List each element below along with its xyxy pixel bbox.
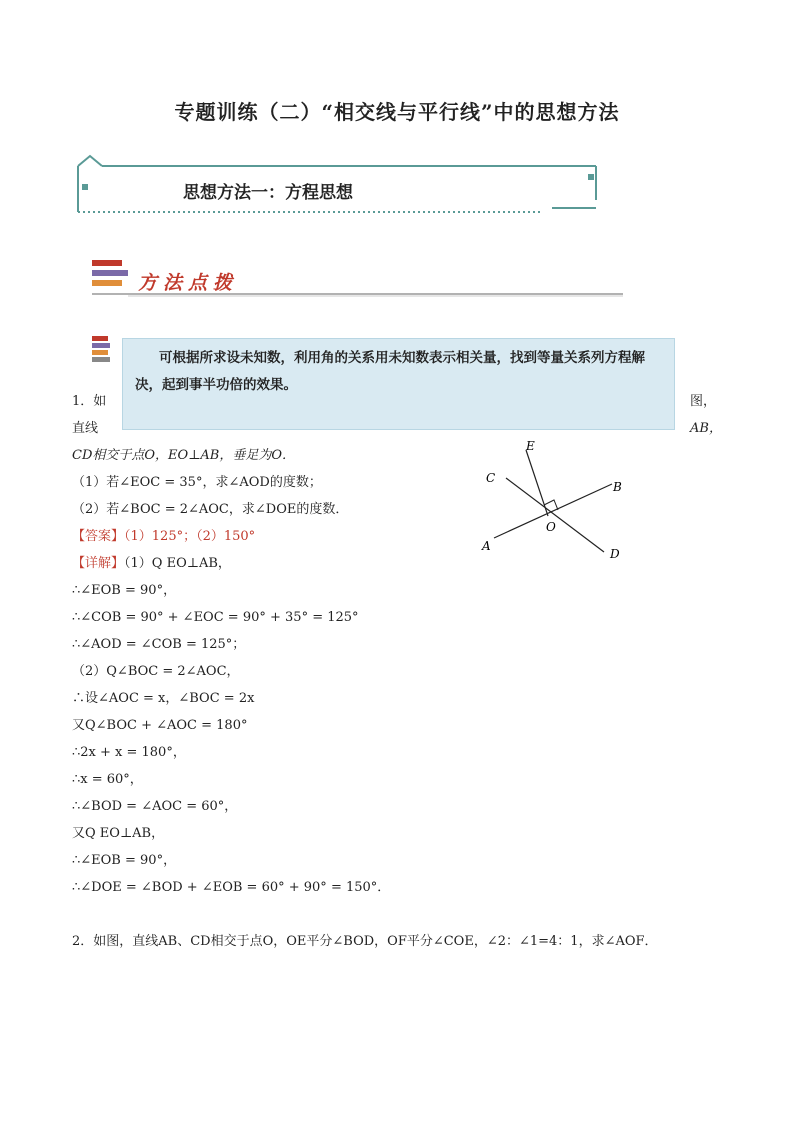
method-note-box: 可根据所求设未知数，利用角的关系用未知数表示相关量，找到等量关系列方程解决，起到事半功倍的效果。 [122,338,675,430]
problem1-line3: CD相交于点O，EO⊥AB，垂足为O． [72,448,295,463]
solution-step: （2）Q∠BOC = 2∠AOC， [72,664,240,679]
page-title: 专题训练（二）“相交线与平行线”中的思想方法 [174,100,620,124]
solution-step: ∴∠EOB = 90°， [72,583,177,598]
problem1-line2-left: 直线 [72,421,99,436]
figure-label-e: E [526,439,535,453]
solution-step: ∴2x + x = 180°， [72,745,186,760]
answer-value: （1）125°；（2）150° [124,529,256,544]
detail-first: （1）Q EO⊥AB， [124,556,231,571]
problem1-line2-right: AB， [690,421,722,436]
detail-tag: 【详解】 [72,556,125,571]
answer-row [72,527,255,547]
figure-label-b: B [613,480,622,494]
solution-step: 又Q∠BOC + ∠AOC = 180° [72,718,248,733]
geometry-figure [478,436,638,566]
section-title: 思想方法一：方程思想 [183,183,353,203]
solution-step: 又Q EO⊥AB， [72,826,165,841]
problem1-line1-left: 1．如 [72,394,107,409]
solution-step: ∴设∠AOC = x，∠BOC = 2x [72,691,255,706]
figure-label-d: D [610,547,620,561]
solution-step: ∴∠BOD = ∠AOC = 60°， [72,799,238,814]
answer-tag: 【答案】 [72,529,125,544]
solution-step: ∴∠AOD = ∠COB = 125°； [72,637,246,652]
problem1-line1-right: 图， [690,394,717,409]
figure-label-c: C [486,471,496,485]
solution-step: ∴∠DOE = ∠BOD + ∠EOB = 60° + 90° = 150°． [72,880,391,895]
solution-step: ∴x = 60°， [72,772,143,787]
figure-label-o: O [546,520,556,534]
book-stack-icon [90,326,112,366]
problem2: 2．如图，直线AB、CD相交于点O，OE平分∠BOD，OF平分∠COE，∠2：∠1=4：1，求∠AOF． [72,934,658,949]
problem1-question1: （1）若∠EOC = 35°，求∠AOD的度数； [72,475,322,490]
detail-row [72,554,231,574]
solution-step: ∴∠EOB = 90°， [72,853,177,868]
solution-step: ∴∠COB = 90° + ∠EOC = 90° + 35° = 125° [72,610,359,625]
figure-label-a: A [482,539,491,553]
problem1-question2: （2）若∠BOC = 2∠AOC，求∠DOE的度数． [72,502,349,517]
tip-banner-label: 方法点拨 [138,272,239,294]
